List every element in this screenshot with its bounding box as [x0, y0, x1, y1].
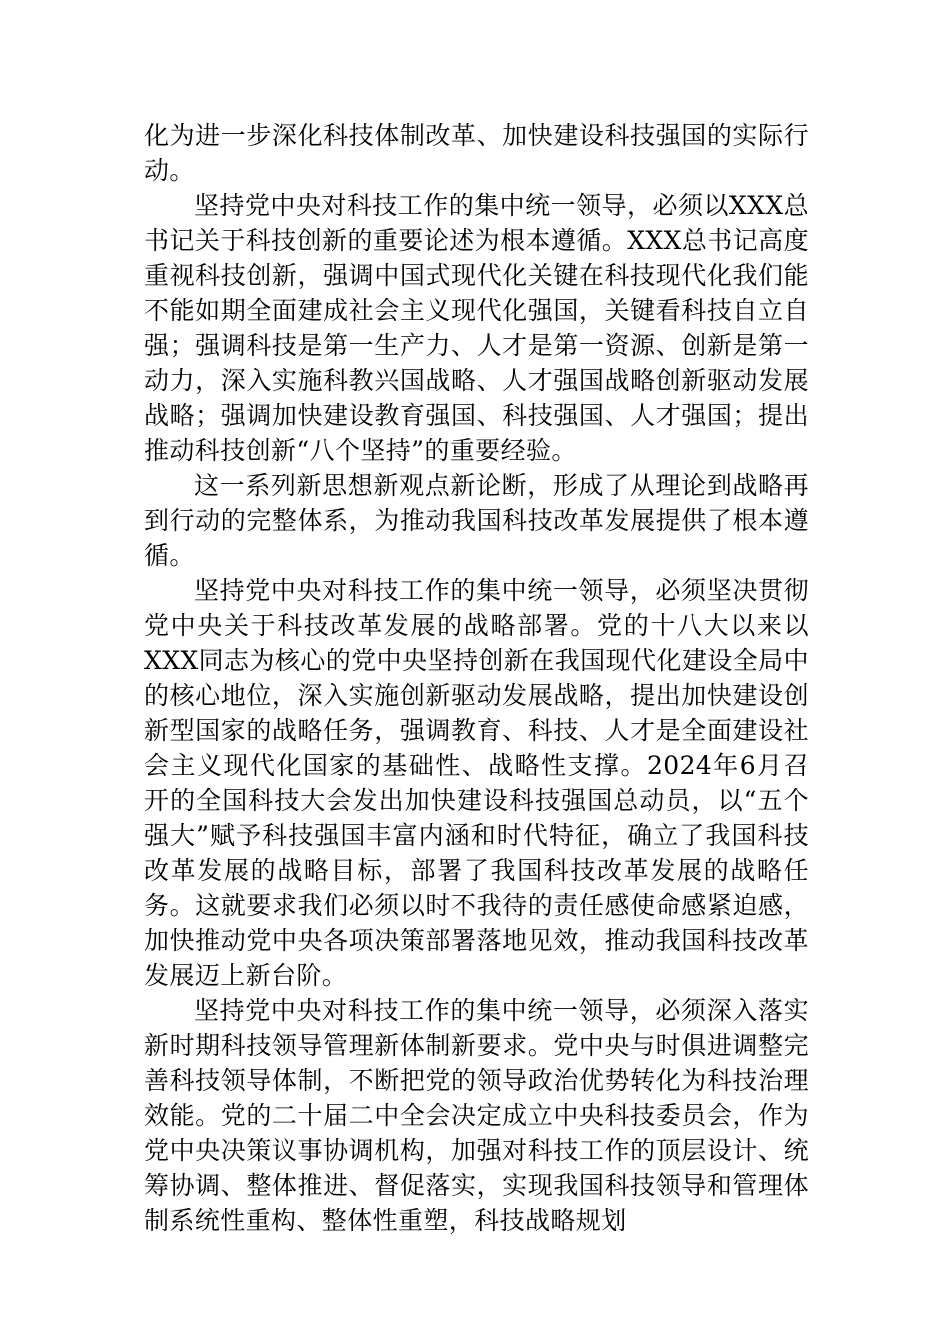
paragraph-leadership-system: 坚持党中央对科技工作的集中统一领导，必须深入落实新时期科技领导管理新体制新要求。党中央与时俱进调整完善科技领导体制，不断把党的领导政治优势转化为科技治理效能。党的二十届二中全会决定成立中央科技委员会，作为党中央决策议事协调机构，加强对科技工作的顶层设计、统筹协调、整体推进、督促落实，实现我国科技领导和管理体制系统性重构、整体性重塑，科技战略规划	[144, 996, 809, 1235]
paragraph-complete-system: 这一系列新思想新观点新论断，形成了从理论到战略再到行动的完整体系，为推动我国科技改革发展提供了根本遵循。	[144, 471, 809, 570]
paragraph-continuation: 化为进一步深化科技体制改革、加快建设科技强国的实际行动。	[144, 121, 809, 185]
paragraph-strategic-deployment: 坚持党中央对科技工作的集中统一领导，必须坚决贯彻党中央关于科技改革发展的战略部署。党的十八大以来以XXX同志为核心的党中央坚持创新在我国现代化建设全局中的核心地位，深入实施创新驱动发展战略，提出加快建设创新型国家的战略任务，强调教育、科技、人才是全面建设社会主义现代化国家的基础性、战略性支撑。2024年6月召开的全国科技大会发出加快建设科技强国总动员，以“五个强大”赋予科技强国丰富内涵和时代特征，确立了我国科技改革发展的战略目标，部署了我国科技改革发展的战略任务。这就要求我们必须以时不我待的责任感使命感紧迫感，加快推动党中央各项决策部署落地见效，推动我国科技改革发展迈上新台阶。	[144, 576, 809, 990]
document-body	[144, 118, 809, 1238]
paragraph-theoretical-guidance: 坚持党中央对科技工作的集中统一领导，必须以XXX总书记关于科技创新的重要论述为根本遵循。XXX总书记高度重视科技创新，强调中国式现代化关键在科技现代化我们能不能如期全面建成社会主义现代化强国，关键看科技自立自强；强调科技是第一生产力、人才是第一资源、创新是第一动力，深入实施科教兴国战略、人才强国战略创新驱动发展战略；强调加快建设教育强国、科技强国、人才强国；提出推动科技创新“八个坚持”的重要经验。	[144, 191, 809, 465]
